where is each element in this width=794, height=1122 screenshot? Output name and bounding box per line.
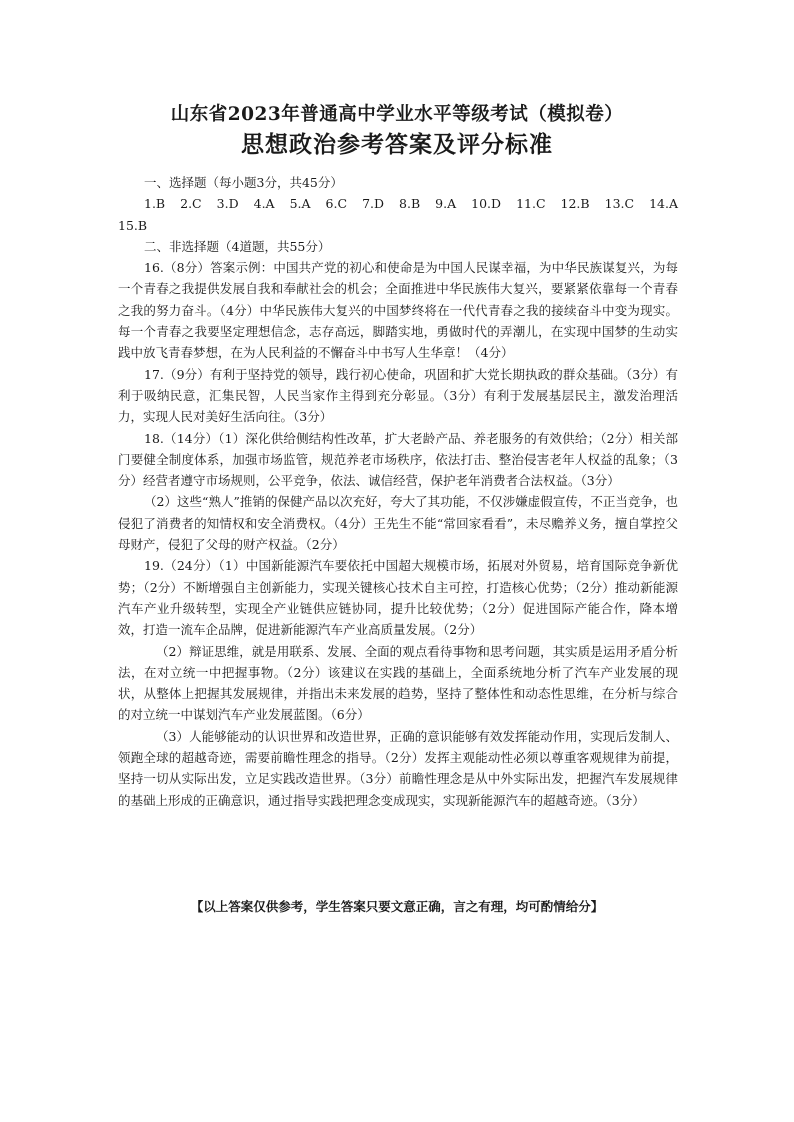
multiple-choice-answers: 1.B 2.C 3.D 4.A 5.A 6.C 7.D 8.B 9.A 10.D 11.C 12.B 13.C 14.A 15.B (118, 196, 691, 233)
question-18-part2-answer: （2）这些“熟人”推销的保健产品以次充好，夸大了其功能，不仅涉嫌虚假宣传，不正当竞争，也侵犯了消费者的知情权和安全消费权。（4分）王先生不能“常回家看看”，未尽赡养义务，擅自掌控父母财产，侵犯了父母的财产权益。（2分） (118, 494, 678, 553)
question-17-answer: 17.（9分）有利于坚持党的领导，践行初心使命，巩固和扩大党长期执政的群众基础。（3分）有利于吸纳民意，汇集民智，人民当家作主得到充分彰显。（3分）有利于发展基层民主，激发治理活力，实现人民对美好生活向往。（3分） (118, 366, 678, 425)
question-18-part1-answer: 18.（14分）（1）深化供给侧结构性改革，扩大老龄产品、养老服务的有效供给；（2分）相关部门要健全制度体系，加强市场监管，规范养老市场秩序，依法打击、整治侵害老年人权益的乱象；（3分）经营者遵守市场规则，公平竞争，依法、诚信经营，保护老年消费者合法权益。（3分） (118, 430, 678, 489)
section-multiple-choice-heading: 一、选择题（每小题3分，共45分） (144, 175, 343, 190)
document-subtitle: 思想政治参考答案及评分标准 (241, 131, 553, 158)
section-non-choice-heading: 二、非选择题（4道题，共55分） (144, 238, 331, 254)
question-19-part1-answer: 19.（24分）（1）中国新能源汽车要依托中国超大规模市场，拓展对外贸易，培育国际竞争新优势；（2分）不断增强自主创新能力，实现关键核心技术自主可控，打造核心优势；（2分）推动新能源汽车产业升级转型，实现全产业链供应链协同，提升比较优势；（2分）促进国际产能合作，降本增效，打造一流车企品牌，促进新能源汽车产业高质量发展。（2分） (118, 558, 678, 638)
exam-title: 山东省2023年普通高中学业水平等级考试（模拟卷） (170, 104, 624, 125)
answer-body (118, 172, 691, 811)
question-19-part2-answer: （2）辩证思维，就是用联系、发展、全面的观点看待事物和思考问题，其实质是运用矛盾分析法，在对立统一中把握事物。（2分）该建议在实践的基础上，全面系统地分析了汽车产业发展的现状，从整体上把握其发展规律，并指出未来发展的趋势，坚持了整体性和动态性思维，在分析与综合的对立统一中谋划汽车产业发展蓝图。（6分） (118, 643, 678, 723)
grading-note: 【以上答案仅供参考，学生答案只要文意正确，言之有理，均可酌情给分】 (190, 899, 604, 914)
question-16-answer: 16.（8分）答案示例：中国共产党的初心和使命是为中国人民谋幸福，为中华民族谋复兴，为每一个青春之我提供发展自我和奉献社会的机会；全面推进中华民族伟大复兴，要紧紧依靠每一个青春之我的努力奋斗。（4分）中华民族伟大复兴的中国梦终将在一代代青春之我的接续奋斗中变为现实。每一个青春之我要坚定理想信念，志存高远，脚踏实地，勇做时代的弄潮儿，在实现中国梦的生动实践中放飞青春梦想，在为人民利益的不懈奋斗中书写人生华章！（4分） (118, 260, 678, 361)
question-19-part3-answer: （3）人能够能动的认识世界和改造世界，正确的意识能够有效发挥能动作用，实现后发制人、领跑全球的超越奇迹，需要前瞻性理念的指导。（2分）发挥主观能动性必须以尊重客观规律为前提，坚持一切从实际出发，立足实践改造世界。（3分）前瞻性理念是从中外实际出发，把握汽车发展规律的基础上形成的正确意识，通过指导实践把理念变成现实，实现新能源汽车的超越奇迹。（3分） (118, 728, 678, 808)
